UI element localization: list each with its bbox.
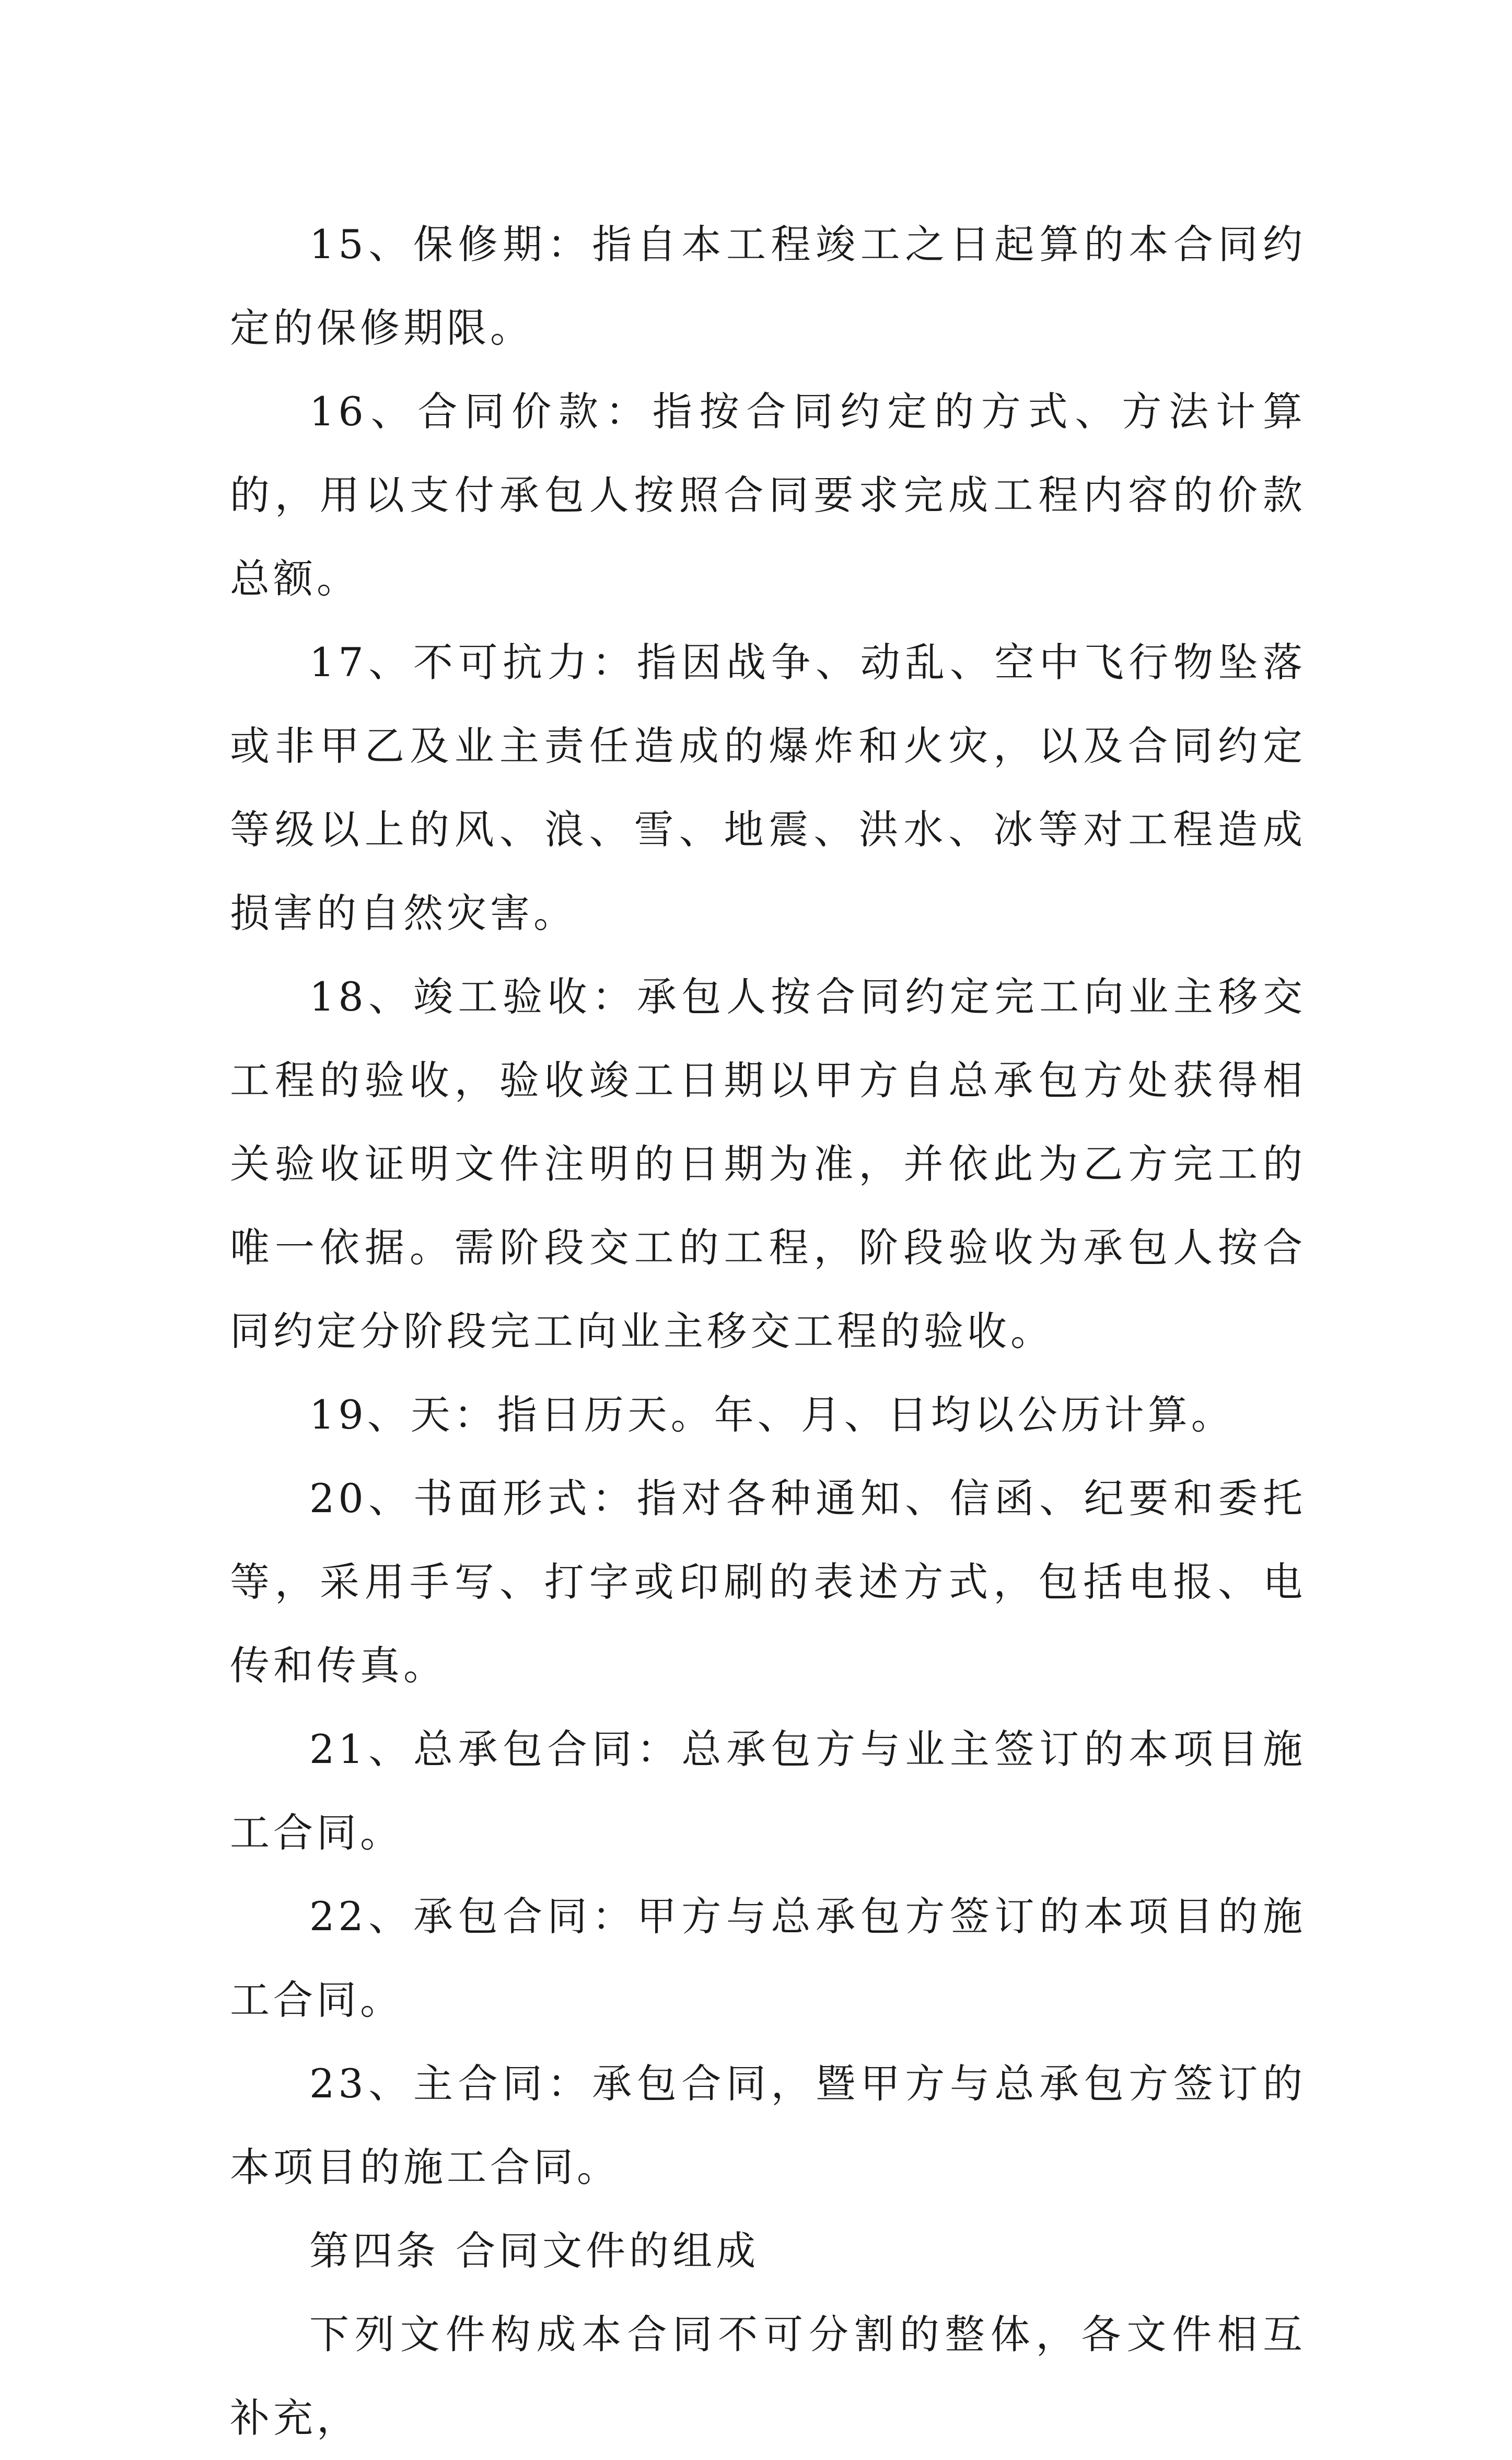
paragraph-20: 20、书面形式：指对各种通知、信函、纪要和委托等，采用手写、打字或印刷的表述方式，包括电报、电传和传真。 (230, 1475, 1306, 1689)
document-body (230, 203, 1306, 2460)
article-heading: 第四条 合同文件的组成 (309, 2227, 760, 2274)
paragraph-23: 23、主合同：承包合同，暨甲方与总承包方签订的本项目的施工合同。 (230, 2060, 1306, 2190)
paragraph-21: 21、总承包合同：总承包方与业主签订的本项目施工合同。 (230, 1726, 1306, 1856)
paragraph-17: 17、不可抗力：指因战争、动乱、空中飞行物坠落或非甲乙及业主责任造成的爆炸和火灾，以及合同约定等级以上的风、浪、雪、地震、洪水、冰等对工程造成损害的自然灾害。 (230, 639, 1306, 936)
paragraph-22: 22、承包合同：甲方与总承包方签订的本项目的施工合同。 (230, 1893, 1306, 2023)
paragraph-15: 15、保修期：指自本工程竣工之日起算的本合同约定的保修期限。 (230, 221, 1306, 351)
paragraph-19: 19、天：指日历天。年、月、日均以公历计算。 (309, 1391, 1235, 1438)
paragraph-18: 18、竣工验收：承包人按合同约定完工向业主移交工程的验收，验收竣工日期以甲方自总承包方处获得相关验收证明文件注明的日期为准，并依此为乙方完工的唯一依据。需阶段交工的工程，阶段验收为承包人按合同约定分阶段完工向业主移交工程的验收。 (230, 973, 1306, 1354)
paragraph-16: 16、合同价款：指按合同约定的方式、方法计算的，用以支付承包人按照合同要求完成工程内容的价款总额。 (230, 388, 1306, 602)
paragraph-final: 下列文件构成本合同不可分割的整体，各文件相互补充， (230, 2311, 1306, 2441)
